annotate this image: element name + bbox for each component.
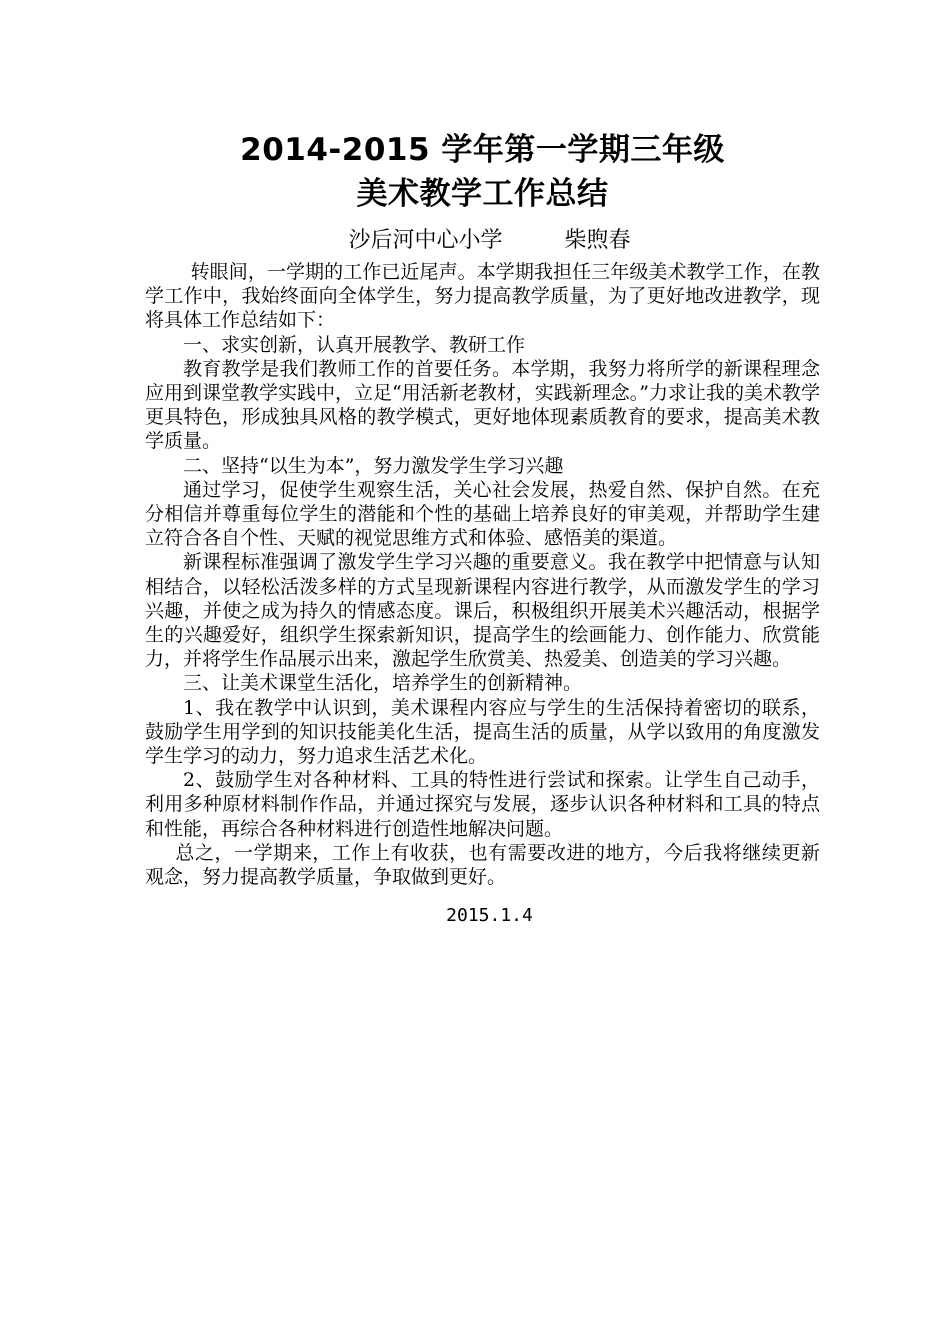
section-heading-1: 一、求实创新，认真开展教学、教研工作 bbox=[183, 333, 526, 356]
document-title-line2: 美术教学工作总结 bbox=[356, 176, 609, 212]
paragraph-section1: 教育教学是我们教师工作的首要任务。本学期，我努力将所学的新课程理念应用到课堂教学实践中，立足“用活新老教材，实践新理念。”力求让我的美术教学更具特色，形成独具风格的教学模式，更好地体现素质教育的要求，提高美术教学质量。 bbox=[145, 357, 820, 453]
section-heading-2: 二、坚持“以生为本”，努力激发学生学习兴趣 bbox=[183, 454, 564, 477]
paragraph-conclusion: 总之，一学期来，工作上有收获，也有需要改进的地方，今后我将继续更新观念，努力提高教学质量，争取做到更好。 bbox=[145, 841, 820, 889]
author-name: 柴煦春 bbox=[564, 228, 631, 253]
paragraph-section2-b: 新课程标准强调了激发学生学习兴趣的重要意义。我在教学中把情意与认知相结合，以轻松活泼多样的方式呈现新课程内容进行教学，从而激发学生的学习兴趣，并使之成为持久的情感态度。课后，积极组织开展美术兴趣活动，根据学生的兴趣爱好，组织学生探索新知识，提高学生的绘画能力、创作能力、欣赏能力，并将学生作品展示出来，激起学生欣赏美、热爱美、创造美的学习兴趣。 bbox=[145, 551, 820, 671]
document-page bbox=[145, 128, 820, 929]
byline bbox=[145, 224, 820, 258]
document-body bbox=[145, 260, 820, 889]
paragraph-section3-item2: 2、鼓励学生对各种材料、工具的特性进行尝试和探索。让学生自己动手，利用多种原材料制作作品，并通过探究与发展，逐步认识各种材料和工具的特点和性能，再综合各种材料进行创造性地解决问题。 bbox=[145, 769, 820, 840]
paragraph-intro: 转眼间，一学期的工作已近尾声。本学期我担任三年级美术教学工作，在教学工作中，我始终面向全体学生，努力提高教学质量，为了更好地改进教学，现将具体工作总结如下： bbox=[145, 261, 820, 332]
document-date: 2015.1.4 bbox=[446, 905, 533, 927]
document-title-line1: 2014-2015 学年第一学期三年级 bbox=[240, 132, 725, 168]
paragraph-section3-item1: 1、我在教学中认识到，美术课程内容应与学生的生活保持着密切的联系，鼓励学生用学到的知识技能美化生活，提高生活的质量，从学以致用的角度激发学生学习的动力，努力追求生活艺术化。 bbox=[145, 696, 820, 768]
school-name: 沙后河中心小学 bbox=[348, 228, 503, 253]
paragraph-section2-a: 通过学习，促使学生观察生活，关心社会发展，热爱自然、保护自然。在充分相信并尊重每位学生的潜能和个性的基础上培养良好的审美观，并帮助学生建立符合各自个性、天赋的视觉思维方式和体验、感悟美的渠道。 bbox=[145, 478, 820, 550]
section-heading-3: 三、让美术课堂生活化，培养学生的创新精神。 bbox=[183, 672, 583, 695]
